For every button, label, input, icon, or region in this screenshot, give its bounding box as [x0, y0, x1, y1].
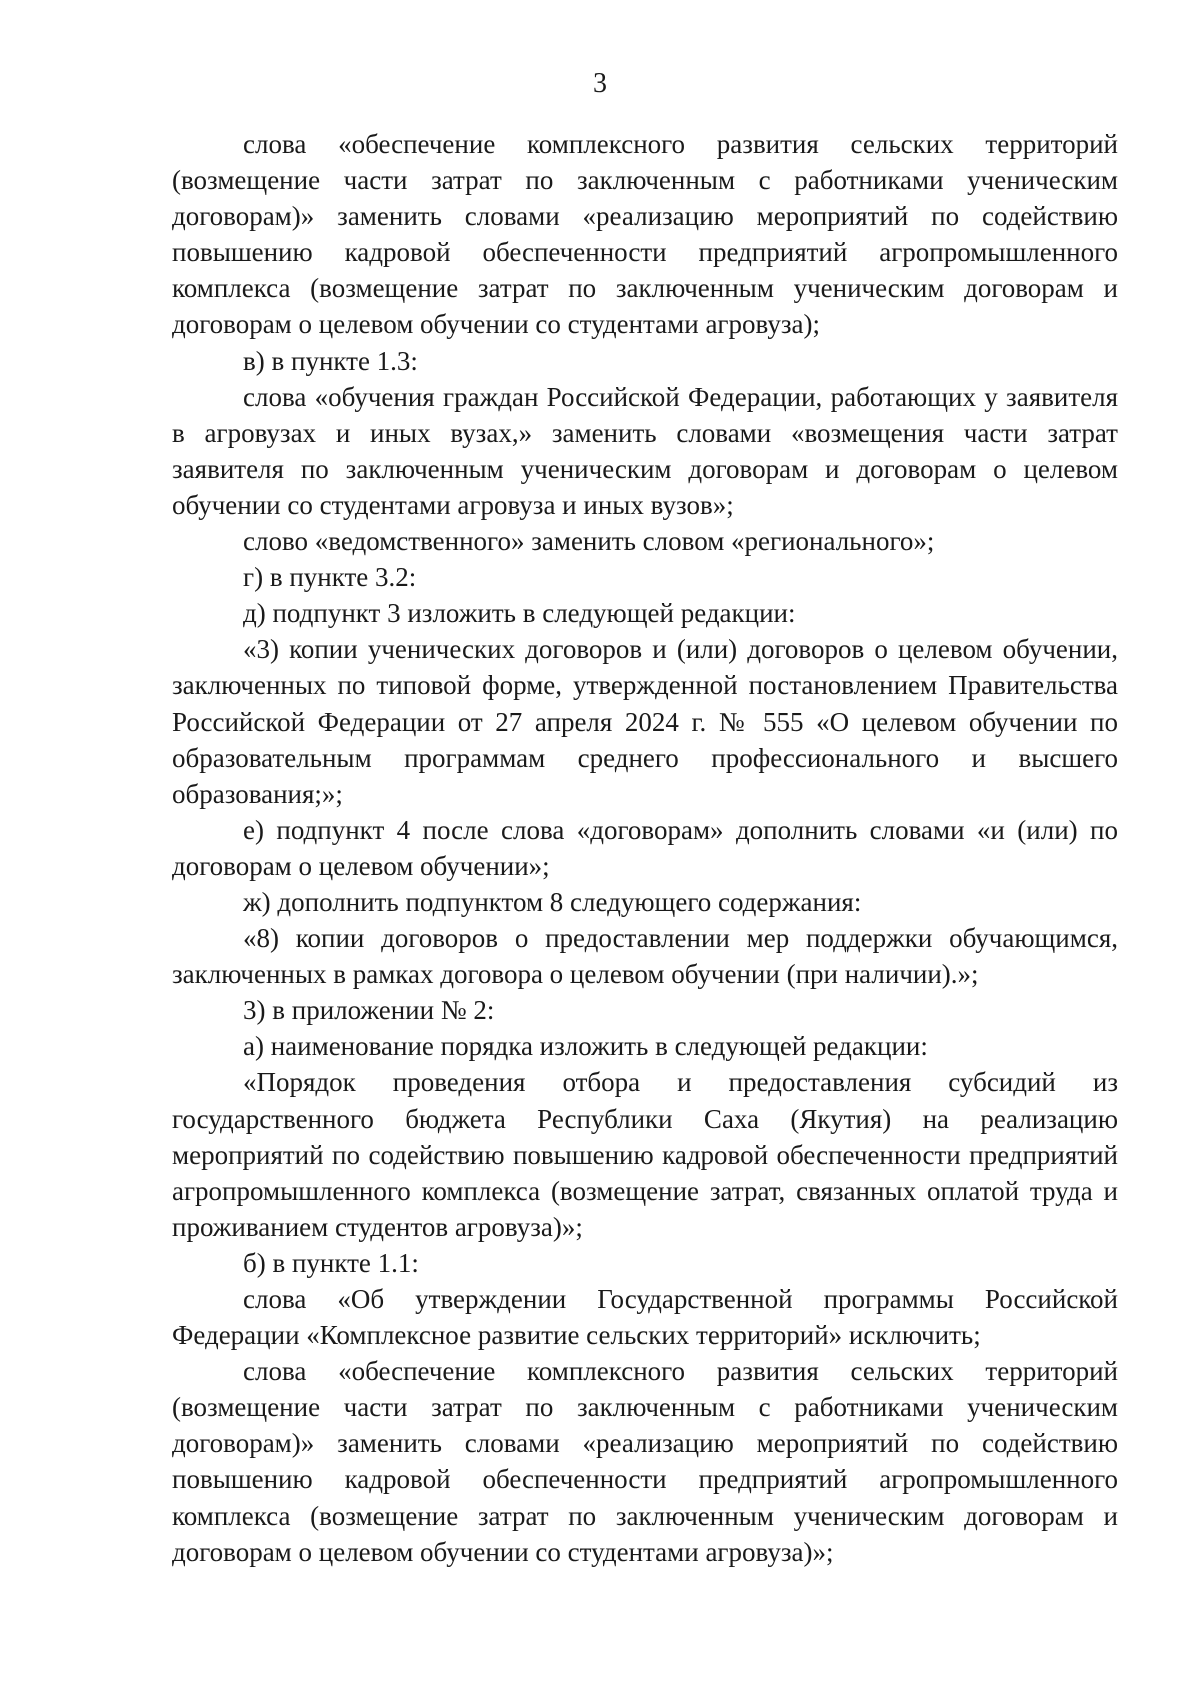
paragraph: слова «обучения граждан Российской Федерации, работающих у заявителя в агровузах и иных вузах,» заменить словами «возмещения части затрат заявителя по заключенным ученическим договорам и договорам о целевом обучении со студентами агровуза и иных вузов»;	[172, 381, 1118, 520]
document-body	[172, 126, 1118, 1570]
paragraph: а) наименование порядка изложить в следующей редакции:	[243, 1031, 928, 1062]
paragraph: «Порядок проведения отбора и предоставления субсидий из государственного бюджета Республики Саха (Якутия) на реализацию мероприятий по содействию повышению кадровой обеспеченности предприятий агропромышленного комплекса (возмещение затрат, связанных оплатой труда и проживанием студентов агровуза)»;	[172, 1067, 1118, 1242]
paragraph: б) в пункте 1.1:	[243, 1247, 419, 1278]
paragraph: е) подпункт 4 после слова «договорам» дополнить словами «и (или) по договорам о целевом обучении»;	[172, 814, 1118, 881]
paragraph: слова «Об утверждении Государственной программы Российской Федерации «Комплексное развитие сельских территорий» исключить;	[172, 1284, 1118, 1351]
paragraph: 3) в приложении № 2:	[243, 995, 495, 1026]
paragraph: д) подпункт 3 изложить в следующей редакции:	[243, 598, 796, 629]
paragraph: г) в пункте 3.2:	[243, 562, 417, 593]
page-number: 3	[593, 68, 607, 99]
paragraph: ж) дополнить подпунктом 8 следующего содержания:	[243, 886, 862, 917]
paragraph: слова «обеспечение комплексного развития сельских территорий (возмещение части затрат по заключенным с работниками ученическим договорам)» заменить словами «реализацию мероприятий по содействию повышению кадровой обеспеченности предприятий агропромышленного комплекса (возмещение затрат по заключенным ученическим договорам и договорам о целевом обучении со студентами агровуза)»;	[172, 1356, 1118, 1567]
paragraph: слова «обеспечение комплексного развития сельских территорий (возмещение части затрат по заключенным с работниками ученическим договорам)» заменить словами «реализацию мероприятий по содействию повышению кадровой обеспеченности предприятий агропромышленного комплекса (возмещение затрат по заключенным ученическим договорам и договорам о целевом обучении со студентами агровуза);	[172, 129, 1118, 340]
paragraph: слово «ведомственного» заменить словом «регионального»;	[243, 526, 935, 557]
paragraph: «3) копии ученических договоров и (или) договоров о целевом обучении, заключенных по типовой форме, утвержденной постановлением Правительства Российской Федерации от 27 апреля 2024 г. № 555 «О целевом обучении по образовательным программам среднего профессионального и высшего образования;»;	[172, 634, 1118, 809]
paragraph: в) в пункте 1.3:	[243, 345, 418, 376]
paragraph: «8) копии договоров о предоставлении мер поддержки обучающимся, заключенных в рамках договора о целевом обучении (при наличии).»;	[172, 923, 1118, 990]
